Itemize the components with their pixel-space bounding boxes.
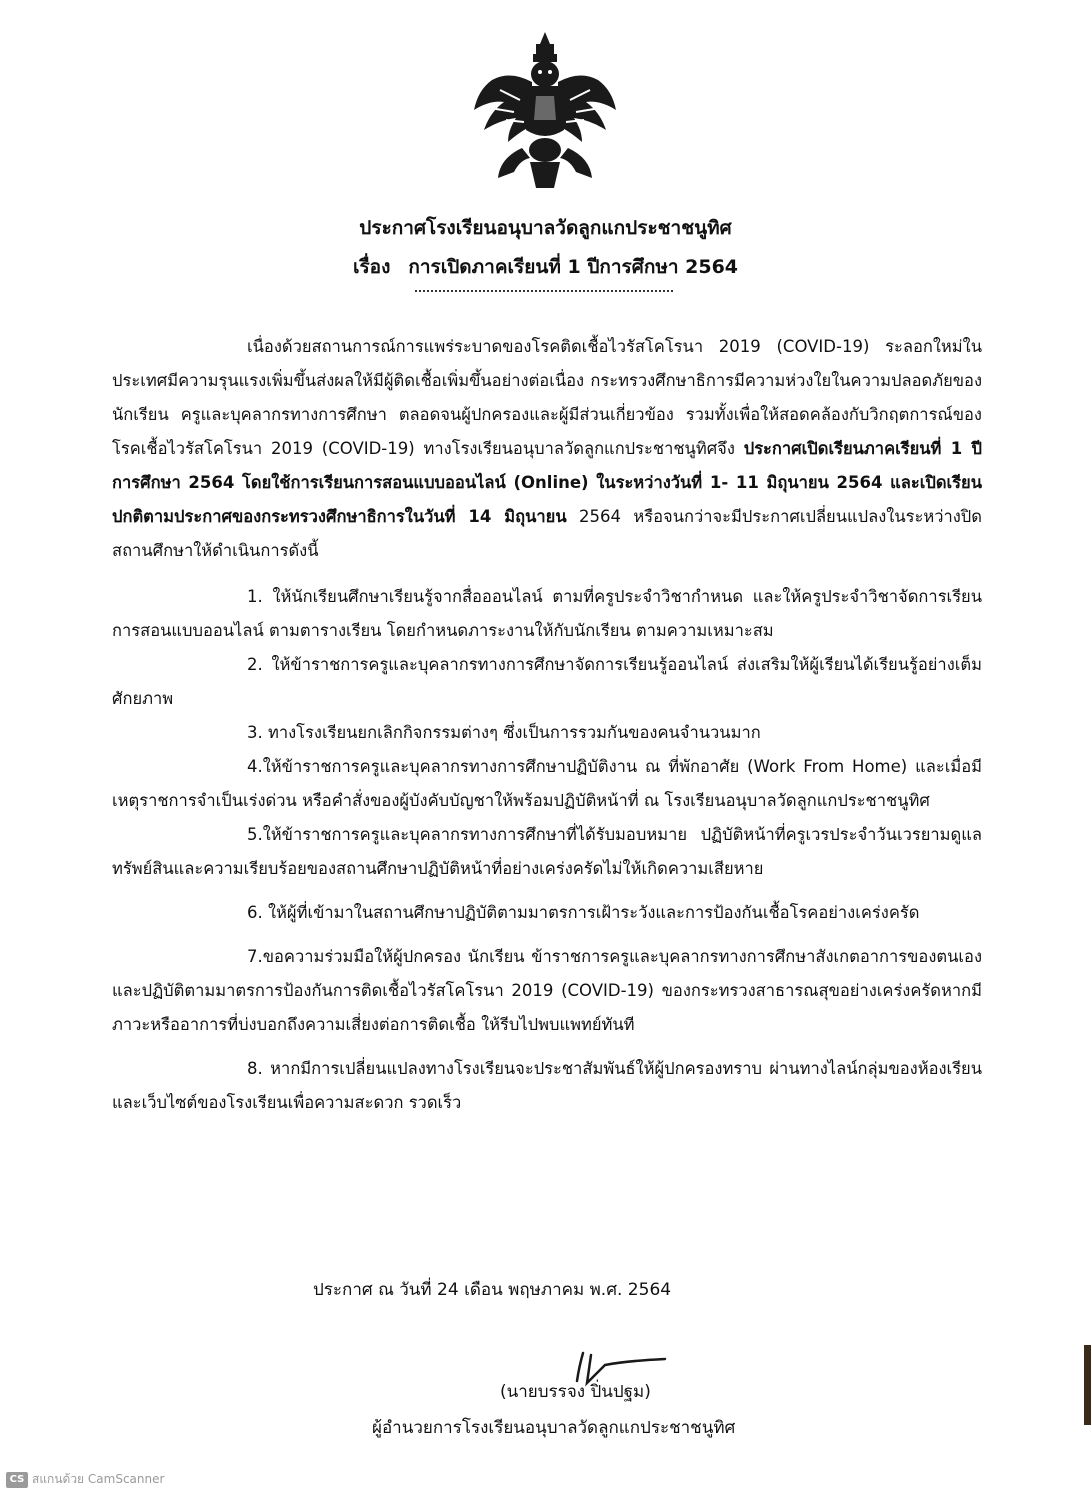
signer-position: ผู้อำนวยการโรงเรียนอนุบาลวัดลูกแกประชาชนูทิศ [372,1418,736,1438]
list-item: 8. หากมีการเปลี่ยนแปลงทางโรงเรียนจะประชาสัมพันธ์ให้ผู้ปกครองทราบ ผ่านทางไลน์กลุ่มของห้องเรียนและเว็บไซต์ของโรงเรียนเพื่อความสะดวก รวดเร็ว [112,1059,982,1112]
announcement-date: ประกาศ ณ วันที่ 24 เดือน พฤษภาคม พ.ศ. 2564 [313,1280,672,1300]
announcement-body [112,330,982,1120]
intro-bold-text: ประกาศเปิดเรียนภาคเรียนที่ 1 ปีการศึกษา 2564 โดยใช้การเรียนการสอนแบบออนไลน์ (Online) ในระหว่างวันที่ 1- 11 มิถุนายน 2564 และเปิดเรียนปกติตามประกาศของกระทรวงศึกษาธิการในวันที่ 14 มิถุนายน [112,439,983,526]
announcement-subject-line [0,252,1091,282]
announcement-title: ประกาศโรงเรียนอนุบาลวัดลูกแกประชาชนูทิศ [359,217,732,239]
intro-tail-text: 2564 หรือจนกว่าจะมีประกาศเปลี่ยนแปลงในระหว่างปิดสถานศึกษาให้ดำเนินการดังนี้ [112,507,982,560]
list-item: 3. ทางโรงเรียนยกเลิกกิจกรรมต่างๆ ซึ่งเป็นการรวมกันของคนจำนวนมาก [247,723,761,742]
title-separator [415,290,673,292]
intro-text: เนื่องด้วยสถานการณ์การแพร่ระบาดของโรคติดเชื้อไวรัสโคโรนา 2019 (COVID-19) ระลอกใหม่ในประเทศมีความรุนแรงเพิ่มขึ้นส่งผลให้มีผู้ติดเชื้อเพิ่มขึ้นอย่างต่อเนื่อง กระทรวงศึกษาธิการมีความห่วงใยในความปลอดภัยของนักเรียน ครูและบุคลากรทางการศึกษา ตลอดจนผู้ปกครองและผู้มีส่วนเกี่ยวข้อง รวมทั้งเพื่อให้สอดคล้องกับวิกฤตการณ์ของโรคเชื้อไวรัสโคโรนา 2019 (COVID-19) ทางโรงเรียนอนุบาลวัดลูกแกประชาชนูทิศจึง [112,337,982,458]
subject-label: เรื่อง [352,256,391,278]
camscanner-logo: CS [6,1472,28,1488]
page-edge-shadow [1084,1345,1091,1425]
list-item: 4.ให้ข้าราชการครูและบุคลากรทางการศึกษาปฏิบัติงาน ณ ที่พักอาศัย (Work From Home) และเมื่อมีเหตุราชการจำเป็นเร่งด่วน หรือคำสั่งของผู้บังคับบัญชาให้พร้อมปฏิบัติหน้าที่ ณ โรงเรียนอนุบาลวัดลูกแกประชาชนูทิศ [112,757,982,810]
intro-paragraph [112,330,982,568]
camscanner-watermark [6,1470,164,1489]
garuda-emblem-icon [470,30,620,190]
list-item: 6. ให้ผู้ที่เข้ามาในสถานศึกษาปฏิบัติตามมาตรการเฝ้าระวังและการป้องกันเชื้อโรคอย่างเคร่งครัด [247,903,920,922]
subject-text: การเปิดภาคเรียนที่ 1 ปีการศึกษา 2564 [408,256,739,278]
list-item: 5.ให้ข้าราชการครูและบุคลากรทางการศึกษาที่ได้รับมอบหมาย ปฏิบัติหน้าที่ครูเวรประจำวันเวรยามดูแลทรัพย์สินและความเรียบร้อยของสถานศึกษาปฏิบัติหน้าที่อย่างเคร่งครัดไม่ให้เกิดความเสียหาย [112,825,982,878]
list-item: 7.ขอความร่วมมือให้ผู้ปกครอง นักเรียน ข้าราชการครูและบุคลากรทางการศึกษาสังเกตอาการของตนเองและปฏิบัติตามมาตรการป้องกันการติดเชื้อไวรัสโคโรนา 2019 (COVID-19) ของกระทรวงสาธารณสุขอย่างเคร่งครัดหากมีภาวะหรืออาการที่บ่งบอกถึงความเสี่ยงต่อการติดเชื้อ ให้รีบไปพบแพทย์ทันที [112,947,982,1034]
signer-name: (นายบรรจง ปิ่นปฐม) [500,1382,651,1402]
list-item: 1. ให้นักเรียนศึกษาเรียนรู้จากสื่อออนไลน์ ตามที่ครูประจำวิชากำหนด และให้ครูประจำวิชาจัดการเรียนการสอนแบบออนไลน์ ตามตารางเรียน โดยกำหนดภาระงานให้กับนักเรียน ตามความเหมาะสม [112,587,982,640]
camscanner-text: สแกนด้วย CamScanner [32,1472,165,1486]
list-item: 2. ให้ข้าราชการครูและบุคลากรทางการศึกษาจัดการเรียนรู้ออนไลน์ ส่งเสริมให้ผู้เรียนได้เรียนรู้อย่างเต็มศักยภาพ [112,655,982,708]
